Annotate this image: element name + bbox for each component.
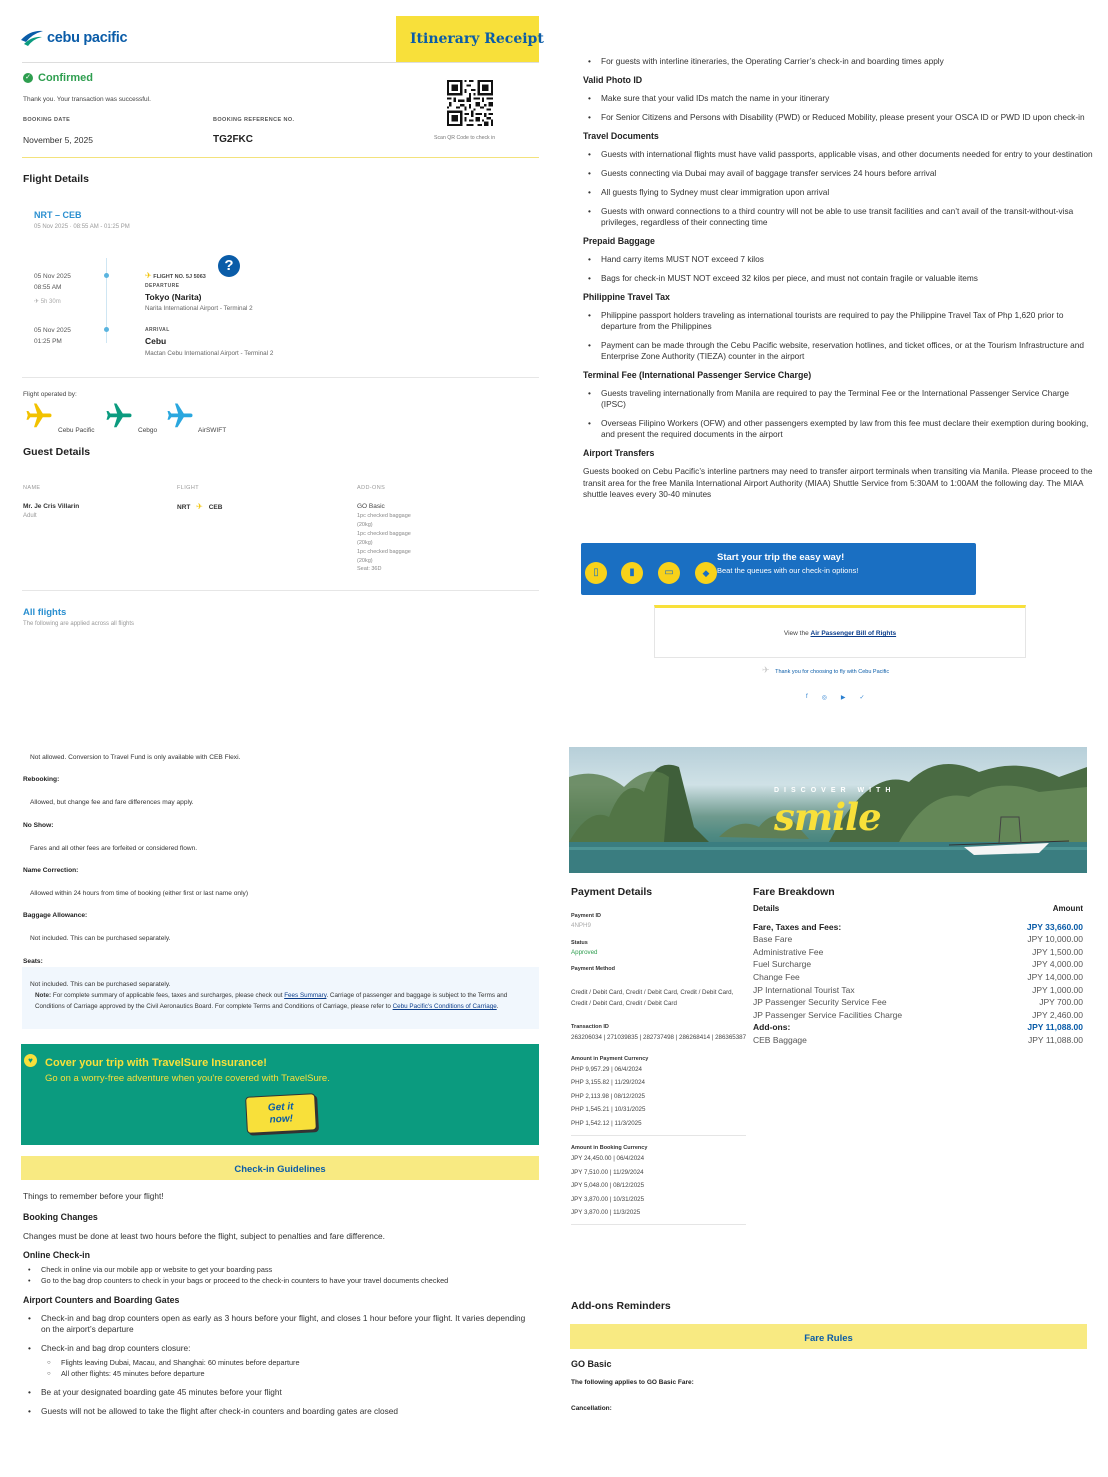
cancellation-label: Cancellation: <box>571 1405 612 1412</box>
transaction-value: 263206034 | 271039835 | 282737498 | 286268414 | 286365387 <box>571 1034 747 1041</box>
fare-row-label: Add-ons: <box>753 1022 791 1033</box>
dep-airport: Narita International Airport - Terminal 2 <box>145 305 253 312</box>
brand-name: cebu pacific <box>47 30 128 46</box>
apc-label: Amount in Payment Currency <box>571 1055 649 1062</box>
facebook-icon[interactable]: f <box>806 694 808 700</box>
list-item: • Go to the bag drop counters to check in your bags or proceed to the check-in counters to have your travel documents checked <box>23 1276 533 1287</box>
route-sub: 05 Nov 2025 · 08:55 AM - 01:25 PM <box>34 224 130 230</box>
abc-item: JPY 3,870.00 | 11/3/2025 <box>571 1209 641 1216</box>
flight-number-label: FLIGHT NO. 5J 5063 <box>153 274 206 280</box>
list-item <box>23 1343 533 1354</box>
rule-value: Allowed within 24 hours from time of booking (either first or last name only) <box>30 890 249 897</box>
fare-breakdown <box>753 886 1083 1047</box>
interline-list <box>583 56 1093 67</box>
apc-item: PHP 1,545.21 | 10/31/2025 <box>571 1106 646 1113</box>
arr-airport: Mactan Cebu International Airport - Terminal 2 <box>145 350 274 357</box>
social-links <box>806 694 865 701</box>
status-message: Thank you. Your transaction was successful. <box>23 96 151 103</box>
col-details: Details <box>753 904 780 913</box>
banner-title: Start your trip the easy way! <box>717 552 845 563</box>
help-icon: ? <box>224 257 234 274</box>
phone-icon: ▮ <box>621 562 643 584</box>
plane-outline-icon: ✈ <box>762 665 770 675</box>
rights-link[interactable]: Air Passenger Bill of Rights <box>810 630 897 637</box>
list-item: • Bags for check-in MUST NOT exceed 32 kilos per piece, and must not contain fragile or valuable items <box>583 273 1093 284</box>
fare-row-amount: JPY 1,500.00 <box>1032 946 1083 957</box>
fare-table-header <box>753 903 1083 916</box>
fare-rules-title: Fare Rules <box>804 1333 853 1344</box>
booking-changes-heading: Booking Changes <box>23 1211 98 1222</box>
timeline-dot-dep <box>104 273 109 278</box>
kiosk-icon: ▭ <box>658 562 680 584</box>
section-list <box>583 149 1093 228</box>
fare-breakdown-title: Fare Breakdown <box>753 886 835 898</box>
section-list <box>583 310 1093 362</box>
rule-label: Name Correction: <box>23 867 79 874</box>
guest-details-title: Guest Details <box>23 446 91 458</box>
fare-row-label: Fare, Taxes and Fees: <box>753 921 842 932</box>
col-flight: FLIGHT <box>177 485 199 491</box>
fare-applies: The following applies to GO Basic Fare: <box>571 1379 694 1386</box>
airswift-plane-icon <box>164 401 196 431</box>
abc-item: JPY 5,048.00 | 08/12/2025 <box>571 1182 645 1189</box>
youtube-icon[interactable]: ▶ <box>840 695 846 701</box>
abc-label: Amount in Booking Currency <box>571 1145 648 1151</box>
status-value: Approved <box>571 948 598 956</box>
get-it-now-button[interactable] <box>245 1093 317 1134</box>
section-heading: Philippine Travel Tax <box>583 292 670 302</box>
payment-id-label: Payment ID <box>571 913 601 919</box>
hero-top-text: DISCOVER WITH <box>774 787 896 794</box>
check-circle-icon: ✓ <box>23 73 33 83</box>
list-item: • Check in online via our mobile app or website to get your boarding pass <box>23 1265 533 1276</box>
list-item: • Guests will not be allowed to take the flight after check-in counters and boarding gates are closed <box>23 1406 533 1417</box>
section-heading: Prepaid Baggage <box>583 236 655 246</box>
booking-changes-text: Changes must be done at least two hours before the flight, subject to penalties and fare difference. <box>23 1230 385 1241</box>
route-link[interactable]: NRT – CEB <box>34 210 82 220</box>
booking-ref: TG2FKC <box>213 134 253 145</box>
fare-row-amount: JPY 10,000.00 <box>1027 934 1083 945</box>
section-heading: Travel Documents <box>583 131 659 141</box>
list-item: • Overseas Filipino Workers (OFW) and other passengers exempted by law from this fee must declare their exemption during booking, and present the required documents in the airport <box>583 418 1093 440</box>
fare-name: GO Basic <box>571 1359 612 1369</box>
addon-item: 1pc checked baggage <box>357 513 411 519</box>
abc-item: JPY 3,870.00 | 10/31/2025 <box>571 1195 645 1203</box>
fare-row-label: CEB Baggage <box>753 1034 807 1045</box>
transfers-text: Guests booked on Cebu Pacific’s interline partners may need to transfer airport terminals when transiting via Manila. Please proceed to the transit area for the free Manila International Airport Authority (MIAA) Shuttle Service from 5:30AM to 1:00AM the following day. The MIAA shuttle leaves every 30-40 minutes <box>583 466 1093 499</box>
guest-type: Adult <box>23 513 37 519</box>
rule-value: Not included. This can be purchased separately. <box>30 935 171 942</box>
receipt-title: Itinerary Receipt <box>410 31 544 47</box>
banner-sub: Beat the queues with our check-in options! <box>717 566 859 575</box>
fare-row-label: Base Fare <box>753 934 793 945</box>
dep-date: 05 Nov 2025 <box>34 273 71 280</box>
fare-row-amount: JPY 11,088.00 <box>1028 1034 1083 1045</box>
rule-label: No Show: <box>23 822 54 829</box>
hero-smile-text: smile <box>774 795 881 839</box>
apc-item: PHP 9,957.29 | 06/4/2024 <box>571 1065 642 1073</box>
fare-rules-header <box>570 1324 1087 1349</box>
list-item: • For guests with interline itineraries, the Operating Carrier’s check-in and boarding times apply <box>583 56 1093 67</box>
list-item: • Guests traveling internationally from Manila are required to pay the Terminal Fee or the International Passenger Service Charge (IPSC) <box>583 388 1093 410</box>
apc-item: PHP 3,155.82 | 11/29/2024 <box>571 1079 645 1086</box>
fare-row-amount: JPY 33,660.00 <box>1026 921 1083 932</box>
thanks-line <box>762 665 889 676</box>
apc-item: PHP 2,113.98 | 08/12/2025 <box>571 1092 645 1100</box>
addons-reminders-title: Add-ons Reminders <box>571 1300 671 1312</box>
conditions-link[interactable]: Cebu Pacific's Conditions of Carriage <box>392 1003 497 1010</box>
col-amount: Amount <box>1052 904 1083 913</box>
fare-row-amount: JPY 14,000.00 <box>1027 971 1083 982</box>
fare-row <box>753 971 1083 984</box>
rule-value: Allowed, but change fee and fare differences may apply. <box>30 799 194 806</box>
flight-number <box>145 271 206 280</box>
list-item: • Make sure that your valid IDs match the name in your itinerary <box>583 93 1093 104</box>
status-label: Status <box>571 939 588 946</box>
checkin-options-banner[interactable] <box>581 543 976 595</box>
cebu-pacific-plane-icon <box>23 401 55 431</box>
guest-addons <box>357 512 411 574</box>
addon-item: (20kg) <box>357 557 373 564</box>
insurance-banner <box>21 1044 539 1145</box>
airport-counters-list <box>23 1313 533 1354</box>
checkin-guidelines-header <box>21 1156 539 1180</box>
method-value: Credit / Debit Card, Credit / Debit Card, Credit / Debit Card, Credit / Debit Card, Credit / Debit Card <box>571 989 734 1007</box>
booking-ref-label: BOOKING REFERENCE NO. <box>213 117 295 123</box>
section-list <box>583 388 1093 440</box>
fare-row <box>753 1021 1083 1034</box>
guidelines-continued <box>583 56 1093 501</box>
all-flights-title[interactable]: All flights <box>23 607 67 618</box>
fare-row <box>753 996 1083 1009</box>
brand-logo <box>20 28 127 48</box>
thanks-text: Thank you for choosing to fly with Cebu Pacific <box>775 669 890 675</box>
note-text <box>30 990 539 1012</box>
operated-by-label: Flight operated by: <box>23 391 77 398</box>
seats-note-box <box>22 967 539 1029</box>
confirmed-status <box>23 72 93 84</box>
get-it-now-label: Get it now! <box>267 1100 294 1126</box>
arr-time: 01:25 PM <box>34 338 62 345</box>
help-button[interactable] <box>218 255 240 277</box>
fare-row-amount: JPY 11,088.00 <box>1027 1022 1083 1033</box>
note-t3: . <box>496 1003 499 1010</box>
fare-row <box>753 921 1083 934</box>
col-name: NAME <box>23 485 41 491</box>
payment-details <box>571 886 751 1225</box>
dep-time: 08:55 AM <box>34 284 62 291</box>
list-item: • All guests flying to Sydney must clear immigration upon arrival <box>583 187 1093 198</box>
section-heading: Valid Photo ID <box>583 75 643 85</box>
list-item: • Philippine passport holders traveling as international tourists are required to pay the Philippine Travel Tax of Php 1,620 prior to departure from the Philippines <box>583 310 1093 332</box>
note-t2: . Carriage of passenger and baggage is subject to the Terms and Conditions of Carriage approved by the Civil Aeronautics Board. For complete Terms and Conditions of Carriage, please refer to <box>35 992 508 1010</box>
abc-item: JPY 7,510.00 | 11/29/2024 <box>571 1168 644 1176</box>
instagram-icon[interactable]: ◎ <box>821 695 827 701</box>
list-item: • For Senior Citizens and Persons with Disability (PWD) or Reduced Mobility, please present your OSCA ID or PWD ID upon check-in <box>583 112 1093 123</box>
operator-cebu-pacific: Cebu Pacific <box>58 427 95 434</box>
duration-value: 5h 30m <box>40 299 61 305</box>
guest-to: CEB <box>208 504 223 511</box>
seats-value: Not included. This can be purchased separately. <box>30 981 171 988</box>
airport-counters-heading: Airport Counters and Boarding Gates <box>23 1295 180 1305</box>
hero-image <box>569 747 1087 873</box>
note-t1: For complete summary of applicable fees, taxes and surcharges, please check out <box>51 992 285 999</box>
section-heading: Airport Transfers <box>583 448 655 458</box>
fare-row-label: JP Passenger Security Service Fee <box>753 997 887 1008</box>
arr-date: 05 Nov 2025 <box>34 327 71 334</box>
fare-row <box>753 1034 1083 1047</box>
insurance-sub: Go on a worry-free adventure when you're covered with TravelSure. <box>45 1073 330 1084</box>
section-heading: Terminal Fee (International Passenger Service Charge) <box>583 370 812 380</box>
abc-item: JPY 24,450.00 | 06/4/2024 <box>571 1155 645 1162</box>
fare-row-amount: JPY 1,000.00 <box>1032 984 1083 995</box>
twitter-icon[interactable]: ✓ <box>859 695 865 701</box>
list-item: • Guests connecting via Dubai may avail of baggage transfer services 24 hours before arrival <box>583 168 1093 179</box>
apc-item: PHP 1,542.12 | 11/3/2025 <box>571 1119 642 1127</box>
list-item: ○ All other flights: 45 minutes before departure <box>43 1369 533 1380</box>
insurance-title: Cover your trip with TravelSure Insurance! <box>45 1057 267 1069</box>
rights-card <box>654 605 1026 658</box>
fare-row-amount: JPY 4,000.00 <box>1032 959 1083 970</box>
fare-row-label: Change Fee <box>753 971 800 982</box>
arr-city: Cebu <box>145 336 167 346</box>
rule-label: Rebooking: <box>23 776 60 783</box>
rule-cancellation-value: Not allowed. Conversion to Travel Fund is only available with CEB Flexi. <box>30 754 241 761</box>
rights-prefix: View the <box>783 630 811 637</box>
addon-item: 1pc checked baggage <box>357 530 411 537</box>
note-label: Note: <box>35 992 52 999</box>
list-item: • Check-in and bag drop counters open as early as 3 hours before your flight, and closes 1 hour before your flight. It varies depending on the airport’s departure <box>23 1313 533 1335</box>
airport-counters-list-2 <box>23 1387 533 1417</box>
arr-label: ARRIVAL <box>145 327 170 333</box>
section-list <box>583 93 1093 123</box>
fare-row-label: Administrative Fee <box>753 946 824 957</box>
receipt-title-banner <box>396 16 544 62</box>
dep-city: Tokyo (Narita) <box>145 292 202 302</box>
closure-list <box>43 1358 533 1379</box>
flight-details-title: Flight Details <box>23 173 89 185</box>
guest-name: Mr. Je Cris Villarin <box>23 503 80 510</box>
closure-heading: Check-in and bag drop counters closure: <box>41 1343 191 1353</box>
payment-id-value: 4NPH9 <box>571 922 591 929</box>
all-flights-sub: The following are applied across all flights <box>23 621 135 627</box>
fare-row-label: Fuel Surcharge <box>753 959 812 970</box>
checkin-guidelines-body <box>23 1191 533 1425</box>
fare-row <box>753 946 1083 959</box>
checkin-guidelines-title: Check-in Guidelines <box>234 1164 326 1175</box>
list-item: • Be at your designated boarding gate 45 minutes before your flight <box>23 1387 533 1398</box>
guest-fare: GO Basic <box>357 503 385 510</box>
fare-row-amount: JPY 2,460.00 <box>1032 1009 1083 1020</box>
rule-label: Seats: <box>23 958 43 965</box>
fare-rules-list <box>23 754 538 971</box>
fees-summary-link[interactable]: Fees Summary <box>284 992 327 999</box>
operator-cebgo: Cebgo <box>138 427 158 434</box>
fare-row-label: JP Passenger Service Facilities Charge <box>753 1009 903 1020</box>
qr-caption: Scan QR Code to check in <box>434 135 496 141</box>
payment-title: Payment Details <box>571 886 653 898</box>
method-label: Payment Method <box>571 966 616 972</box>
checkin-intro: Things to remember before your flight! <box>23 1191 164 1201</box>
shield-icon: ♥ <box>24 1054 37 1067</box>
booking-date-label: BOOKING DATE <box>23 117 71 123</box>
fare-row-label: JP International Tourist Tax <box>753 984 855 995</box>
addon-item: 1pc checked baggage <box>357 548 411 555</box>
online-checkin-list <box>23 1265 533 1286</box>
plane-small-icon: ✈ <box>196 502 203 511</box>
mobile-app-icon: ▯ <box>585 562 607 584</box>
list-item: • Guests with onward connections to a third country will not be able to use transit facilities and can’t avail of the transit-without-visa privileges, regardless of their connecting time <box>583 206 1093 228</box>
addon-item: Seat: 36D <box>357 566 382 573</box>
addon-item: (20kg) <box>357 539 373 546</box>
fare-row <box>753 958 1083 971</box>
online-checkin-heading: Online Check-in <box>23 1250 90 1260</box>
transaction-label: Transaction ID <box>571 1024 609 1030</box>
section-list <box>583 254 1093 284</box>
fare-row <box>753 1009 1083 1022</box>
list-item: • Hand carry items MUST NOT exceed 7 kilos <box>583 254 1093 265</box>
col-addons: ADD-ONS <box>357 485 386 491</box>
rule-label: Baggage Allowance: <box>23 912 88 919</box>
operator-airswift: AirSWIFT <box>198 427 227 434</box>
confirmed-label: Confirmed <box>38 72 93 84</box>
list-item: • Payment can be made through the Cebu Pacific website, reservation hotlines, and ticket offices, or at the Tourism Infrastructure and Enterprise Zone Authority (TIEZA) counter in the airport <box>583 340 1093 362</box>
checkin-qr-code[interactable] <box>447 80 493 126</box>
plane-small-icon: ✈ <box>145 271 152 280</box>
guest-from: NRT <box>177 504 191 511</box>
fare-row <box>753 933 1083 946</box>
cebu-swoosh-icon <box>20 28 44 48</box>
bag-drop-icon: ◆ <box>695 562 717 584</box>
timeline-dot-arr <box>104 327 109 332</box>
duration: ✈ 5h 30m <box>34 299 61 305</box>
addon-item: (20kg) <box>357 521 373 528</box>
booking-date: November 5, 2025 <box>23 135 93 145</box>
fare-row-amount: JPY 700.00 <box>1039 997 1083 1008</box>
rule-value: Fares and all other fees are forfeited or considered flown. <box>30 845 198 852</box>
cebgo-plane-icon <box>103 401 135 431</box>
guest-flight <box>177 502 222 511</box>
dep-label: DEPARTURE <box>145 283 180 289</box>
list-item: ○ Flights leaving Dubai, Macau, and Shanghai: 60 minutes before departure <box>43 1358 533 1369</box>
list-item: • Guests with international flights must have valid passports, applicable visas, and other documents needed for entry to your destination <box>583 149 1093 160</box>
fare-row <box>753 984 1083 997</box>
